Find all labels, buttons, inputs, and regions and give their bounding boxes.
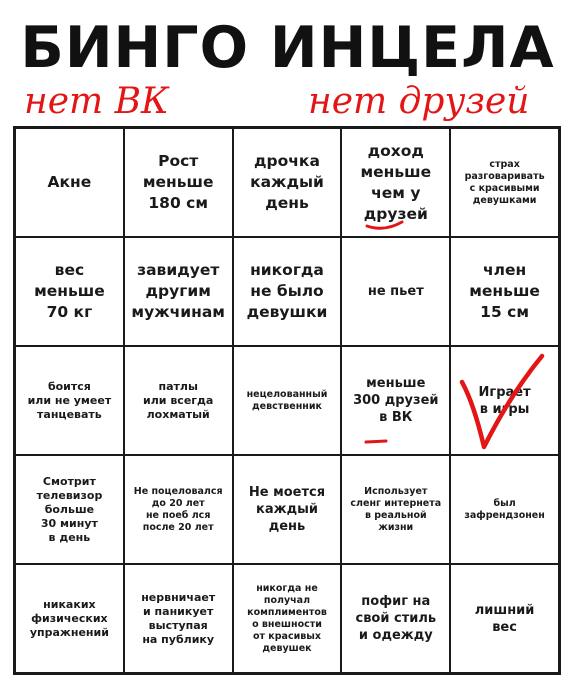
bingo-cell-height: Рост меньше 180 см (124, 128, 233, 237)
bingo-cell-dancing: боится или не умеет танцевать (15, 346, 124, 455)
bingo-cell-style: пофиг на свой стиль и одежду (341, 564, 450, 673)
bingo-cell-no-compliments: никогда не получал комплиментов о внешности от красивых девушек (233, 564, 342, 673)
bingo-cell-overweight: лишний вес (450, 564, 559, 673)
bingo-cell-no-wash: Не моется каждый день (233, 455, 342, 564)
bingo-cell-slang: Использует сленг интернета в реальной жизни (341, 455, 450, 564)
bingo-cell-no-drinking: не пьет (341, 237, 450, 346)
bingo-cell-games: Играет в игры (450, 346, 559, 455)
bingo-cell-friendzone: был зафрендзонен (450, 455, 559, 564)
handwritten-note-left: нет ВК (24, 81, 169, 122)
handwritten-note-right: нет друзей (308, 81, 530, 122)
bingo-cell-fear-talking: страх разговаривать с красивыми девушками (450, 128, 559, 237)
bingo-cell-vk-friends: меньше 300 друзей в ВК (341, 346, 450, 455)
bingo-cell-tv: Смотрит телевизор больше 30 минут в день (15, 455, 124, 564)
page-title: БИНГО ИНЦЕЛА (20, 15, 555, 81)
bingo-cell-size: член меньше 15 см (450, 237, 559, 346)
bingo-cell-no-girlfriend: никогда не было девушки (233, 237, 342, 346)
bingo-cell-public-speaking: нервничает и паникует выступая на публику (124, 564, 233, 673)
bingo-cell-no-kiss: Не поцеловался до 20 лет не поеб лся после 20 лет (124, 455, 233, 564)
bingo-cell-income: доход меньше чем у друзей (341, 128, 450, 237)
bingo-cell-hair: патлы или всегда лохматый (124, 346, 233, 455)
bingo-cell-no-exercise: никаких физических упражнений (15, 564, 124, 673)
bingo-cell-acne: Акне (15, 128, 124, 237)
bingo-cell-daily: дрочка каждый день (233, 128, 342, 237)
bingo-cell-virgin: нецелованный девственник (233, 346, 342, 455)
bingo-cell-envy: завидует другим мужчинам (124, 237, 233, 346)
bingo-grid (13, 126, 561, 675)
bingo-cell-weight-low: вес меньше 70 кг (15, 237, 124, 346)
